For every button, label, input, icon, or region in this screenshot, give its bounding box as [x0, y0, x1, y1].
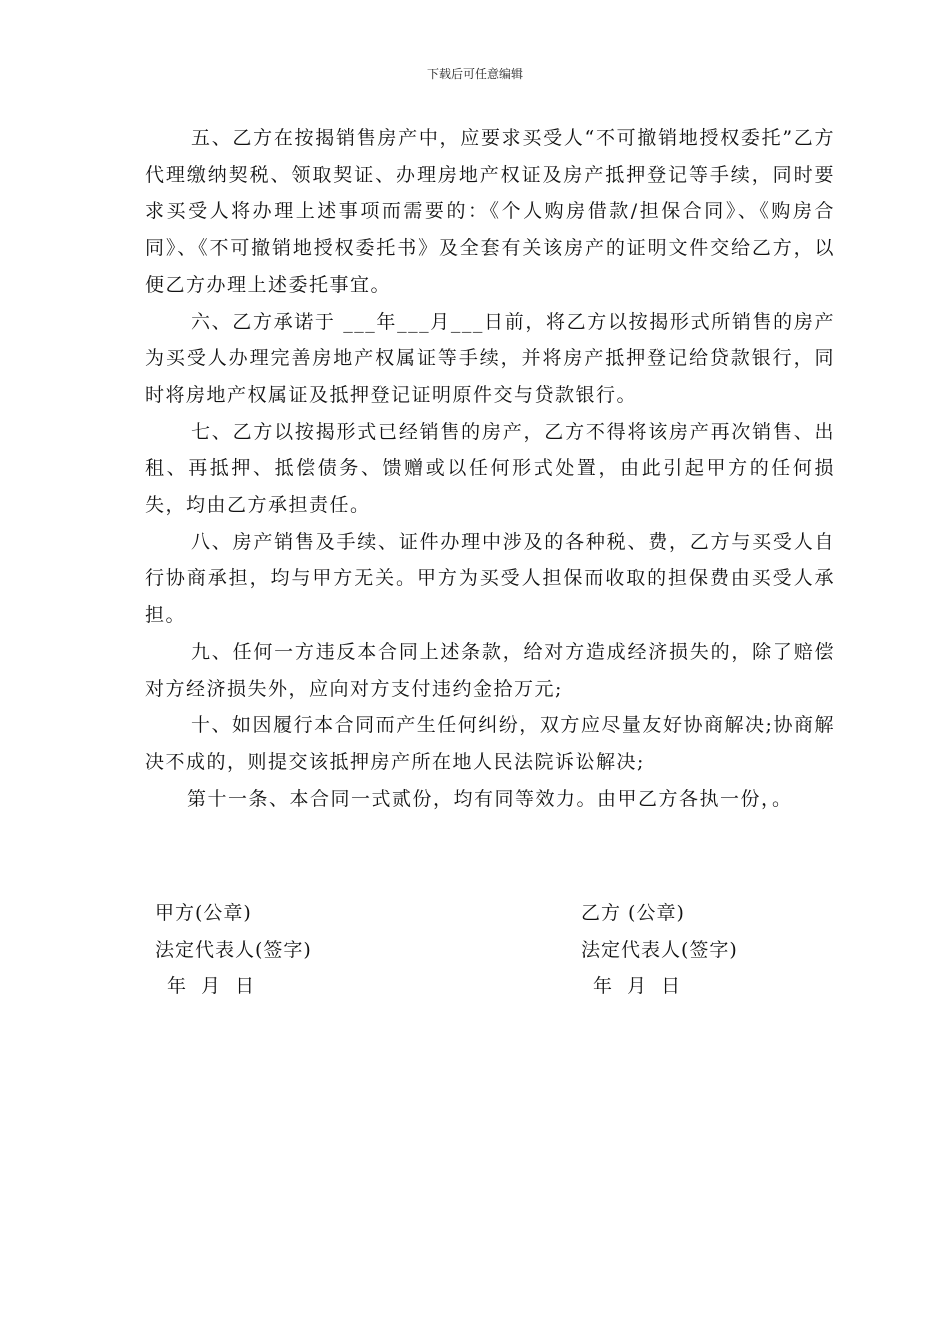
- party-b-seal-label: 乙方 (公章): [581, 902, 685, 924]
- clause-11: 第十一条、本合同一式贰份，均有同等效力。由甲乙方各执一份，。: [187, 787, 793, 810]
- clause-6: 六、乙方承诺于 ___年___月___日前，将乙方以按揭形式所销售的房产为买受人办理完善房地产权属证等手续，并将房产抵押登记给贷款银行，同时将房地产权属证及抵押登记证明原件交与贷款银行。: [145, 310, 835, 406]
- party-a-signature: [155, 895, 415, 1005]
- party-a-representative-label: 法定代表人(签字): [155, 938, 312, 961]
- party-b-representative-label: 法定代表人(签字): [581, 938, 738, 961]
- clause-8: 八、房产销售及手续、证件办理中涉及的各种税、费，乙方与买受人自行协商承担，均与甲方无关。甲方为买受人担保而收取的担保费由买受人承担。: [145, 530, 835, 627]
- clause-5: 五、乙方在按揭销售房产中，应要求买受人“不可撤销地授权委托”乙方代理缴纳契税、领取契证、办理房地产权证及房产抵押登记等手续，同时要求买受人将办理上述事项而需要的：《个人购房借款/担保合同》、《购房合同》、《不可撤销地授权委托书》及全套有关该房产的证明文件交给乙方，以便乙方办理上述委托事宜。: [145, 127, 835, 296]
- party-b-signature: [581, 895, 841, 1005]
- clause-9: 九、任何一方违反本合同上述条款，给对方造成经济损失的，除了赔偿对方经济损失外，应向对方支付违约金拾万元;: [145, 640, 835, 700]
- page-header-note: 下载后可任意编辑: [426, 67, 523, 81]
- party-a-date-label: 年 月 日: [167, 975, 256, 998]
- clause-10: 十、如因履行本合同而产生任何纠纷，双方应尽量友好协商解决;协商解决不成的，则提交该抵押房产所在地人民法院诉讼解决;: [145, 714, 835, 773]
- party-b-date-label: 年 月 日: [593, 975, 682, 998]
- party-a-seal-label: 甲方(公章): [155, 902, 252, 924]
- contract-body: [145, 120, 835, 817]
- clause-7: 七、乙方以按揭形式已经销售的房产，乙方不得将该房产再次销售、出租、再抵押、抵偿债务、馈赠或以任何形式处置，由此引起甲方的任何损失，均由乙方承担责任。: [145, 420, 835, 517]
